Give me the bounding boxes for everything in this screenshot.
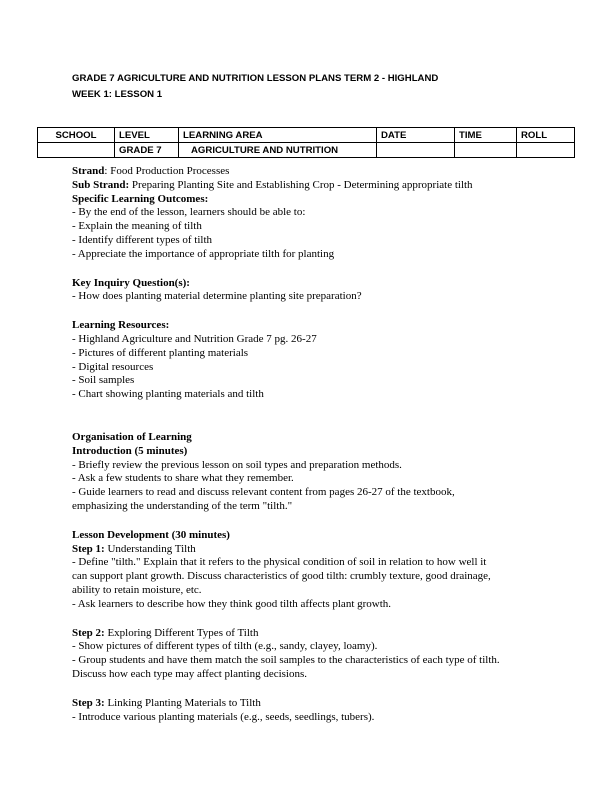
outcome-item: - Appreciate the importance of appropriate tilth for planting [72,247,335,260]
strand-line [72,165,552,179]
week-lesson-label: WEEK 1: LESSON 1 [72,89,163,100]
step-2-line: - Show pictures of different types of tilth (e.g., sandy, clayey, loamy). [72,640,378,653]
step-2-label: Step 2: [72,626,105,639]
strand-label: Strand [72,165,105,177]
step-2-line: Discuss how each type may affect planting decisions. [72,667,308,680]
outcomes-title: Specific Learning Outcomes: [72,192,209,205]
strand-separator: : [104,165,111,177]
header-level: LEVEL [115,128,179,143]
strand-value: Food Production Processes [110,165,230,177]
resource-item: - Digital resources [72,360,154,373]
cell-roll [517,143,575,158]
step-3-line: - Introduce various planting materials (e.g., seeds, seedlings, tubers). [72,710,375,723]
intro-item: emphasizing the understanding of the term "tilth." [72,499,293,512]
cell-school [38,143,115,158]
sub-strand-label: Sub Strand: [72,178,130,191]
resource-item: - Soil samples [72,374,135,387]
document-title: GRADE 7 AGRICULTURE AND NUTRITION LESSON PLANS TERM 2 - HIGHLAND [72,73,439,84]
step-1-heading [72,543,552,557]
cell-time [455,143,517,158]
intro-item: - Briefly review the previous lesson on soil types and preparation methods. [72,458,402,471]
development-title: Lesson Development (30 minutes) [72,528,230,541]
lesson-body [72,165,552,724]
header-date: DATE [377,128,455,143]
table-header-row [38,128,575,143]
header-roll: ROLL [517,128,575,143]
intro-item: - Ask a few students to share what they remember. [72,472,294,485]
resources-title: Learning Resources: [72,319,170,332]
outcome-item: - By the end of the lesson, learners should be able to: [72,206,306,219]
inquiry-title: Key Inquiry Question(s): [72,276,190,289]
header-time: TIME [455,128,517,143]
step-3-heading [72,697,552,711]
sub-strand-line [72,179,552,193]
header-learning-area: LEARNING AREA [179,128,377,143]
intro-item: - Guide learners to read and discuss relevant content from pages 26-27 of the textbook, [72,486,455,499]
step-1-line: - Define "tilth." Explain that it refers to the physical condition of soil in relation to how well it [72,556,487,569]
cell-learning-area: AGRICULTURE AND NUTRITION [179,143,377,158]
inquiry-item: - How does planting material determine planting site preparation? [72,290,362,303]
step-3-label: Step 3: [72,696,105,709]
sub-strand-value: Preparing Planting Site and Establishing Crop - Determining appropriate tilth [129,178,473,191]
step-2-line: - Group students and have them match the soil samples to the characteristics of each type of tilth. [72,654,500,667]
step-2-heading [72,627,552,641]
cell-level: GRADE 7 [115,143,179,158]
step-1-line: can support plant growth. Discuss characteristics of good tilth: crumbly texture, good drainage, [72,570,491,583]
step-1-label: Step 1: [72,542,105,555]
step-1-line: - Ask learners to describe how they think good tilth affects plant growth. [72,597,392,610]
lesson-info-table [37,127,575,158]
table-row [38,143,575,158]
step-2-name: Exploring Different Types of Tilth [104,626,259,639]
organisation-title: Organisation of Learning [72,430,192,443]
resource-item: - Chart showing planting materials and tilth [72,388,264,401]
step-3-name: Linking Planting Materials to Tilth [104,696,261,709]
outcome-item: - Explain the meaning of tilth [72,220,202,233]
resource-item: - Highland Agriculture and Nutrition Grade 7 pg. 26-27 [72,332,317,345]
step-1-line: ability to retain moisture, etc. [72,583,202,596]
header-school: SCHOOL [38,128,115,143]
outcome-item: - Identify different types of tilth [72,233,213,246]
introduction-title: Introduction (5 minutes) [72,444,188,457]
step-1-name: Understanding Tilth [104,542,196,555]
cell-date [377,143,455,158]
resource-item: - Pictures of different planting materials [72,346,249,359]
